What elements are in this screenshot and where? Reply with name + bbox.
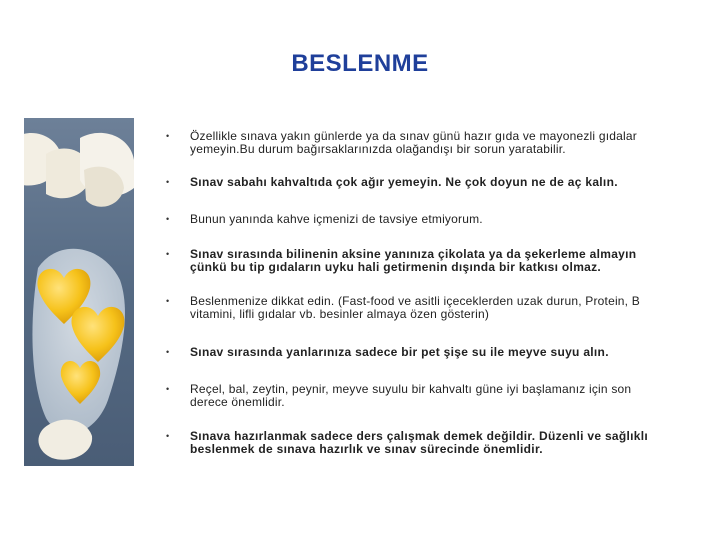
bullet-item	[166, 430, 666, 456]
bullet-dot: •	[166, 177, 170, 187]
bullet-text: Sınav sırasında bilinenin aksine yanınıza çikolata ya da şekerleme almayın çünkü bu tip gıdaların uyku hali getirmenin dışında bir katkısı olmaz.	[190, 247, 637, 274]
bullet-dot: •	[166, 431, 170, 441]
bullet-text: Beslenmenize dikkat edin. (Fast-food ve asitli içeceklerden uzak durun, Protein, B vitamini, lifli gıdalar vb. besinler almaya özen gösterin)	[190, 294, 640, 321]
bullet-dot: •	[166, 296, 170, 306]
bullet-item	[166, 130, 666, 156]
bullet-text: Reçel, bal, zeytin, peynir, meyve suyulu bir kahvaltı güne iyi başlamanız için son derece önemlidir.	[190, 382, 632, 409]
bullet-list	[166, 130, 666, 456]
bullet-text: Bunun yanında kahve içmenizi de tavsiye etmiyorum.	[190, 212, 483, 226]
bullet-dot: •	[166, 347, 170, 357]
bullet-item	[166, 295, 666, 321]
bullet-item	[166, 248, 666, 274]
bullet-item	[166, 213, 666, 226]
bullet-dot: •	[166, 249, 170, 259]
slide-title	[0, 50, 720, 78]
bullet-text: Sınav sabahı kahvaltıda çok ağır yemeyin. Ne çok doyun ne de aç kalın.	[190, 175, 618, 189]
bullet-text: Sınav sırasında yanlarınıza sadece bir pet şişe su ile meyve suyu alın.	[190, 345, 609, 359]
slide-title-text: BESLENME	[291, 50, 429, 77]
bullet-dot: •	[166, 131, 170, 141]
bullet-dot: •	[166, 214, 170, 224]
bullet-item	[166, 383, 666, 409]
bullet-item	[166, 176, 666, 189]
eggs-photo	[24, 118, 134, 466]
bullet-dot: •	[166, 384, 170, 394]
bullet-text: Özellikle sınava yakın günlerde ya da sınav günü hazır gıda ve mayonezli gıdalar yemeyin.Bu durum bağırsaklarınızda olağandışı bir sorun yaratabilir.	[190, 129, 637, 156]
bullet-item	[166, 346, 666, 359]
bullet-text: Sınava hazırlanmak sadece ders çalışmak demek değildir. Düzenli ve sağlıklı beslenmek de sınava hazırlık ve sınav sürecinde önemlidir.	[190, 429, 649, 456]
